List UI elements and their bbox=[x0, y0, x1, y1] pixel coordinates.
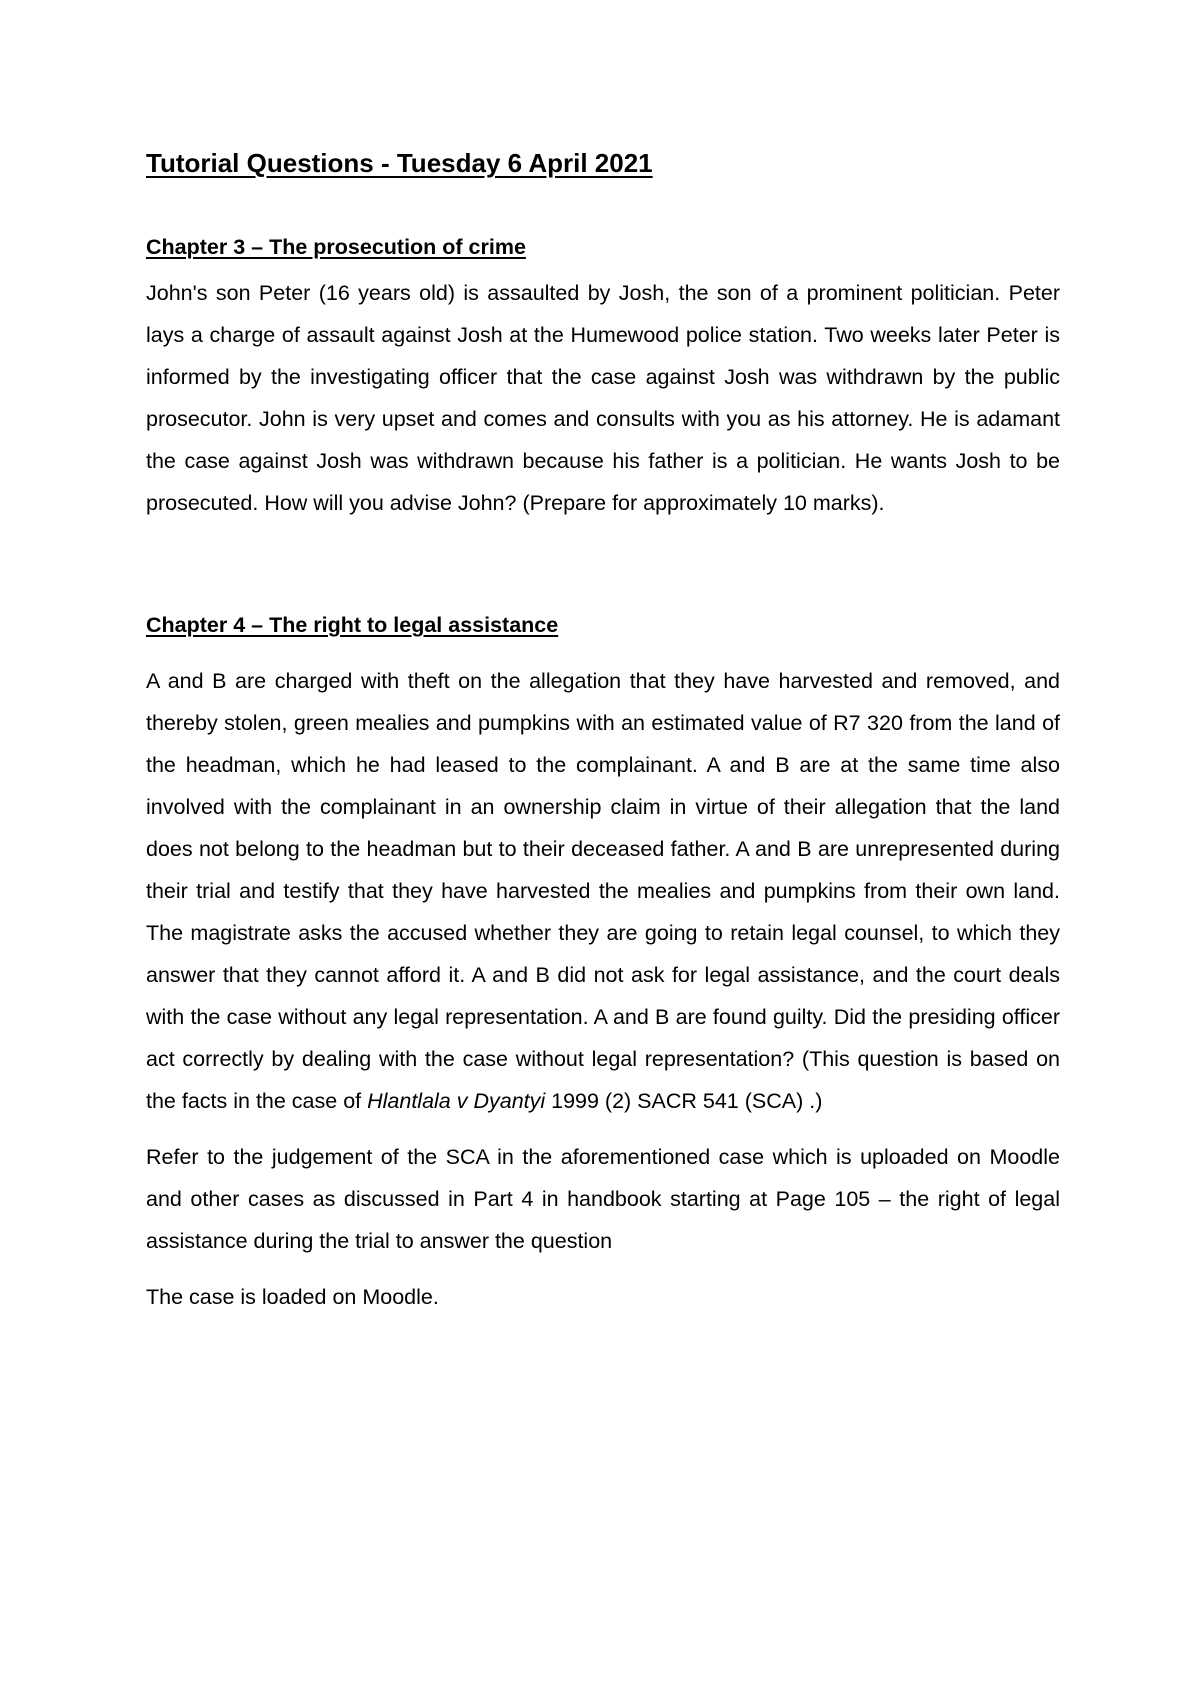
section-chapter-3 bbox=[146, 232, 1060, 524]
section-chapter-4 bbox=[146, 610, 1060, 1318]
question-paragraph-chapter-4 bbox=[146, 660, 1060, 1122]
refer-paragraph: Refer to the judgement of the SCA in the aforementioned case which is uploaded on Moodle and other cases as discussed in Part 4 in handbook starting at Page 105 – the right of legal assistance during the trial to answer the question bbox=[146, 1145, 1060, 1253]
case-name: Hlantlala v Dyantyi bbox=[367, 1089, 546, 1113]
case-citation: 1999 (2) SACR 541 (SCA) .) bbox=[545, 1089, 823, 1113]
document-title: Tutorial Questions - Tuesday 6 April 2021 bbox=[146, 148, 653, 178]
section-heading-chapter-4: Chapter 4 – The right to legal assistance bbox=[146, 613, 559, 637]
question-paragraph-chapter-3: John's son Peter (16 years old) is assaulted by Josh, the son of a prominent politician. Peter lays a charge of assault against Josh at the Humewood police station. Two weeks later Peter is informed by the investigating officer that the case against Josh was withdrawn by the public prosecutor. John is very upset and comes and consults with you as his attorney. He is adamant the case against Josh was withdrawn because his father is a politician. He wants Josh to be prosecuted. How will you advise John? (Prepare for approximately 10 marks). bbox=[146, 281, 1060, 515]
section-heading-chapter-3: Chapter 3 – The prosecution of crime bbox=[146, 235, 526, 259]
question-text-chapter-4: A and B are charged with theft on the allegation that they have harvested and removed, and thereby stolen, green mealies and pumpkins with an estimated value of R7 320 from the land of the headman, which he had leased to the complainant. A and B are at the same time also involved with the complainant in an ownership claim in virtue of their allegation that the land does not belong to the headman but to their deceased father. A and B are unrepresented during their trial and testify that they have harvested the mealies and pumpkins from their own land. The magistrate asks the accused whether they are going to retain legal counsel, to which they answer that they cannot afford it. A and B did not ask for legal assistance, and the court deals with the case without any legal representation. A and B are found guilty. Did the presiding officer act correctly by dealing with the case without legal representation? (This question is based on the facts in the case of bbox=[146, 669, 1060, 1113]
document-content bbox=[146, 146, 1060, 1318]
moodle-note: The case is loaded on Moodle. bbox=[146, 1285, 439, 1309]
